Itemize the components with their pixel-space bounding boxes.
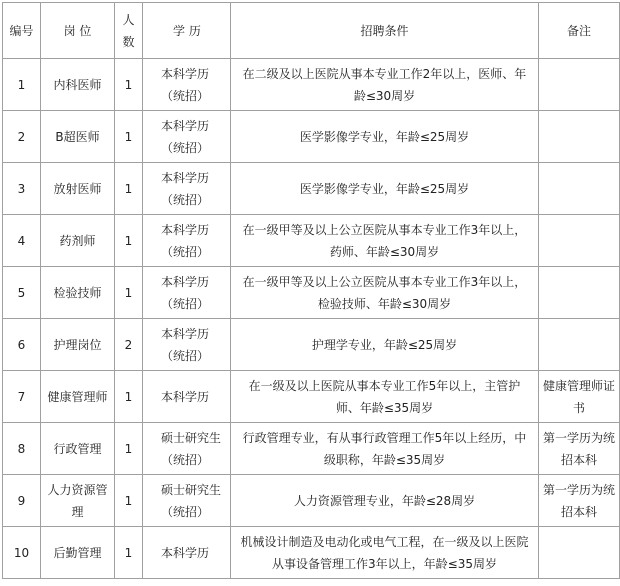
- header-position: 岗 位: [41, 3, 115, 59]
- cell-no: 6: [3, 319, 41, 371]
- cell-position: 检验技师: [41, 267, 115, 319]
- table-row: [3, 111, 620, 163]
- cell-notes: 第一学历为统招本科: [539, 423, 620, 475]
- cell-education: 本科学历: [143, 371, 231, 423]
- cell-notes: [539, 111, 620, 163]
- cell-position: 健康管理师: [41, 371, 115, 423]
- cell-position: 后勤管理: [41, 527, 115, 579]
- cell-count: 1: [115, 59, 143, 111]
- cell-education: 本科学历: [143, 527, 231, 579]
- table-row: [3, 319, 620, 371]
- cell-count: 1: [115, 215, 143, 267]
- cell-notes: [539, 319, 620, 371]
- cell-notes: [539, 59, 620, 111]
- cell-requirements: 医学影像学专业，年龄≤25周岁: [231, 163, 539, 215]
- recruitment-table: [2, 2, 620, 579]
- header-notes: 备注: [539, 3, 620, 59]
- table-row: [3, 371, 620, 423]
- cell-position: 放射医师: [41, 163, 115, 215]
- table-row: [3, 59, 620, 111]
- cell-position: 内科医师: [41, 59, 115, 111]
- cell-count: 1: [115, 527, 143, 579]
- cell-requirements: 机械设计制造及电动化或电气工程，在一级及以上医院从事设备管理工作3年以上，年龄≤35周岁: [231, 527, 539, 579]
- cell-count: 1: [115, 163, 143, 215]
- cell-no: 2: [3, 111, 41, 163]
- cell-notes: [539, 163, 620, 215]
- cell-education: 本科学历（统招）: [143, 319, 231, 371]
- cell-no: 10: [3, 527, 41, 579]
- cell-notes: [539, 215, 620, 267]
- cell-education: 硕士研究生（统招）: [143, 423, 231, 475]
- table-row: [3, 215, 620, 267]
- cell-position: 行政管理: [41, 423, 115, 475]
- cell-position: B超医师: [41, 111, 115, 163]
- table-row: [3, 423, 620, 475]
- cell-requirements: 护理学专业，年龄≤25周岁: [231, 319, 539, 371]
- cell-no: 8: [3, 423, 41, 475]
- cell-count: 1: [115, 267, 143, 319]
- cell-no: 4: [3, 215, 41, 267]
- cell-education: 本科学历（统招）: [143, 59, 231, 111]
- cell-requirements: 行政管理专业，有从事行政管理工作5年以上经历，中级职称，年龄≤35周岁: [231, 423, 539, 475]
- cell-notes: 健康管理师证书: [539, 371, 620, 423]
- cell-position: 护理岗位: [41, 319, 115, 371]
- cell-no: 7: [3, 371, 41, 423]
- cell-no: 5: [3, 267, 41, 319]
- cell-notes: 第一学历为统招本科: [539, 475, 620, 527]
- cell-education: 本科学历（统招）: [143, 215, 231, 267]
- cell-no: 3: [3, 163, 41, 215]
- cell-no: 1: [3, 59, 41, 111]
- cell-notes: [539, 267, 620, 319]
- cell-requirements: 在一级甲等及以上公立医院从事本专业工作3年以上，药师、年龄≤30周岁: [231, 215, 539, 267]
- cell-education: 硕士研究生（统招）: [143, 475, 231, 527]
- cell-requirements: 在一级甲等及以上公立医院从事本专业工作3年以上，检验技师、年龄≤30周岁: [231, 267, 539, 319]
- header-requirements: 招聘条件: [231, 3, 539, 59]
- cell-requirements: 人力资源管理专业，年龄≤28周岁: [231, 475, 539, 527]
- table-row: [3, 475, 620, 527]
- cell-education: 本科学历（统招）: [143, 163, 231, 215]
- cell-education: 本科学历（统招）: [143, 267, 231, 319]
- table-header-row: [3, 3, 620, 59]
- cell-count: 1: [115, 371, 143, 423]
- header-education: 学 历: [143, 3, 231, 59]
- cell-no: 9: [3, 475, 41, 527]
- header-no: 编号: [3, 3, 41, 59]
- cell-requirements: 医学影像学专业，年龄≤25周岁: [231, 111, 539, 163]
- cell-requirements: 在二级及以上医院从事本专业工作2年以上，医师、年龄≤30周岁: [231, 59, 539, 111]
- cell-position: 药剂师: [41, 215, 115, 267]
- cell-count: 1: [115, 475, 143, 527]
- cell-education: 本科学历（统招）: [143, 111, 231, 163]
- cell-notes: [539, 527, 620, 579]
- cell-count: 2: [115, 319, 143, 371]
- cell-count: 1: [115, 111, 143, 163]
- cell-position: 人力资源管理: [41, 475, 115, 527]
- table-row: [3, 527, 620, 579]
- table-row: [3, 267, 620, 319]
- cell-requirements: 在一级及以上医院从事本专业工作5年以上，主管护师、年龄≤35周岁: [231, 371, 539, 423]
- header-count: 人数: [115, 3, 143, 59]
- cell-count: 1: [115, 423, 143, 475]
- table-row: [3, 163, 620, 215]
